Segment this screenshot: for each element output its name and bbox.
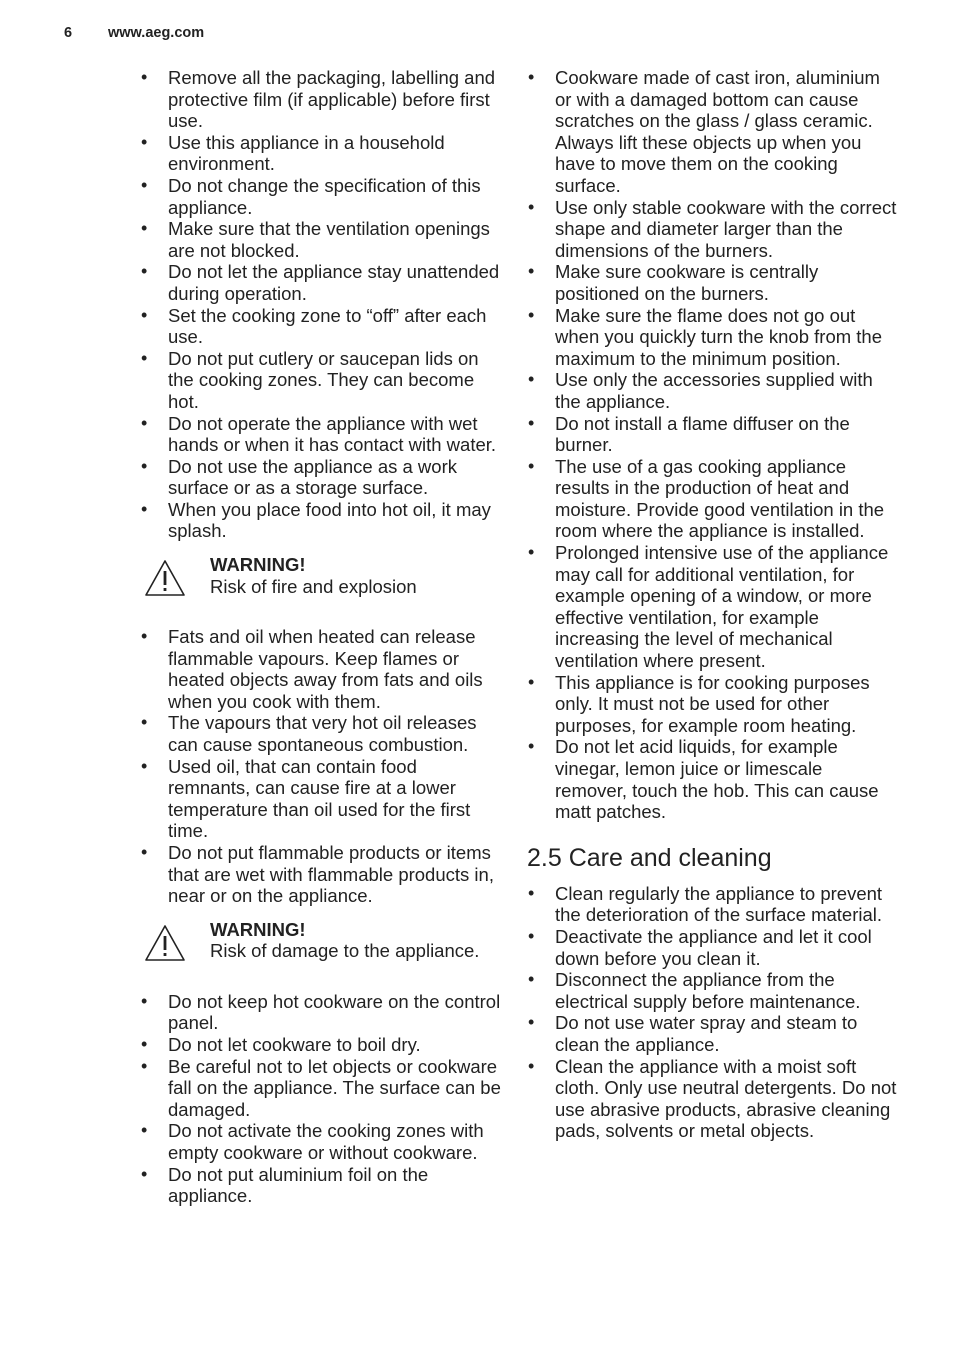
warning-text: Risk of fire and explosion — [210, 575, 417, 597]
list-item: • Set the cooking zone to “off” after each use. — [140, 305, 502, 348]
warning-damage — [140, 919, 502, 973]
care-cleaning-list — [527, 883, 897, 1142]
list-item: • Use only the accessories supplied with the appliance. — [527, 369, 897, 412]
list-item: • Do not let the appliance stay unattended during operation. — [140, 261, 502, 304]
list-item: • Clean regularly the appliance to prevent the deterioration of the surface material. — [527, 883, 897, 926]
safety-list-fire — [140, 626, 502, 907]
warning-fire-explosion — [140, 554, 502, 608]
list-item: • The use of a gas cooking appliance results in the production of heat and moisture. Provide good ventilation in the room where the appliance is installed. — [527, 456, 897, 542]
safety-list-cookware — [527, 67, 897, 823]
safety-list-general — [140, 67, 502, 542]
list-item: • Do not let acid liquids, for example vinegar, lemon juice or limescale remover, touch the hob. This can cause matt patches. — [527, 736, 897, 822]
warning-triangle-icon — [144, 924, 186, 962]
left-column — [140, 67, 502, 1207]
list-item: • Do not change the specification of this appliance. — [140, 175, 502, 218]
list-item: • Do not use water spray and steam to clean the appliance. — [527, 1012, 897, 1055]
list-item: • The vapours that very hot oil releases can cause spontaneous combustion. — [140, 712, 502, 755]
list-item: • Do not keep hot cookware on the control panel. — [140, 991, 502, 1034]
site-url: www.aeg.com — [108, 25, 205, 41]
list-item: • Do not let cookware to boil dry. — [140, 1034, 502, 1056]
list-item: • Use this appliance in a household environment. — [140, 132, 502, 175]
page-header — [64, 22, 204, 44]
list-item: • This appliance is for cooking purposes only. It must not be used for other purposes, for example room heating. — [527, 672, 897, 737]
list-item: • Fats and oil when heated can release flammable vapours. Keep flames or heated objects away from fats and oils when you cook with them. — [140, 626, 502, 712]
list-item: • Deactivate the appliance and let it cool down before you clean it. — [527, 926, 897, 969]
list-item: • Disconnect the appliance from the electrical supply before maintenance. — [527, 969, 897, 1012]
list-item: • Make sure cookware is centrally positioned on the burners. — [527, 261, 897, 304]
list-item: • Cookware made of cast iron, aluminium or with a damaged bottom can cause scratches on the glass / glass ceramic. Always lift these objects up when you have to move them on the cooking surface. — [527, 67, 897, 197]
list-item: • Do not install a flame diffuser on the burner. — [527, 413, 897, 456]
warning-text: Risk of damage to the appliance. — [210, 940, 480, 962]
warning-triangle-icon — [144, 559, 186, 597]
page-number: 6 — [64, 25, 73, 41]
list-item: • Clean the appliance with a moist soft cloth. Only use neutral detergents. Do not use abrasive products, abrasive cleaning pads, solvents or metal objects. — [527, 1056, 897, 1142]
list-item: • Do not put cutlery or saucepan lids on the cooking zones. They can become hot. — [140, 348, 502, 413]
section-heading: 2.5 Care and cleaning — [527, 843, 772, 872]
list-item: • Do not activate the cooking zones with empty cookware or without cookware. — [140, 1120, 502, 1163]
list-item: • Make sure the flame does not go out when you quickly turn the knob from the maximum to the minimum position. — [527, 305, 897, 370]
list-item: • Do not put aluminium foil on the appliance. — [140, 1164, 502, 1207]
list-item: • Use only stable cookware with the correct shape and diameter larger than the dimensions of the burners. — [527, 197, 897, 262]
list-item: • Do not use the appliance as a work surface or as a storage surface. — [140, 456, 502, 499]
list-item: • Remove all the packaging, labelling and protective film (if applicable) before first use. — [140, 67, 502, 132]
list-item: • Do not put flammable products or items that are wet with flammable products in, near or on the appliance. — [140, 842, 502, 907]
list-item: • Make sure that the ventilation openings are not blocked. — [140, 218, 502, 261]
list-item: • Be careful not to let objects or cookware fall on the appliance. The surface can be damaged. — [140, 1056, 502, 1121]
list-item: • Prolonged intensive use of the appliance may call for additional ventilation, for example opening of a window, or more effective ventilation, for example increasing the level of mechanical ventilation where present. — [527, 542, 897, 672]
safety-list-damage — [140, 991, 502, 1207]
list-item: • Do not operate the appliance with wet hands or when it has contact with water. — [140, 413, 502, 456]
list-item: • Used oil, that can contain food remnants, can cause fire at a lower temperature than oil used for the first time. — [140, 756, 502, 842]
warning-title: WARNING! — [210, 918, 306, 940]
warning-title: WARNING! — [210, 554, 306, 576]
right-column — [527, 67, 897, 1142]
list-item: • When you place food into hot oil, it may splash. — [140, 499, 502, 542]
